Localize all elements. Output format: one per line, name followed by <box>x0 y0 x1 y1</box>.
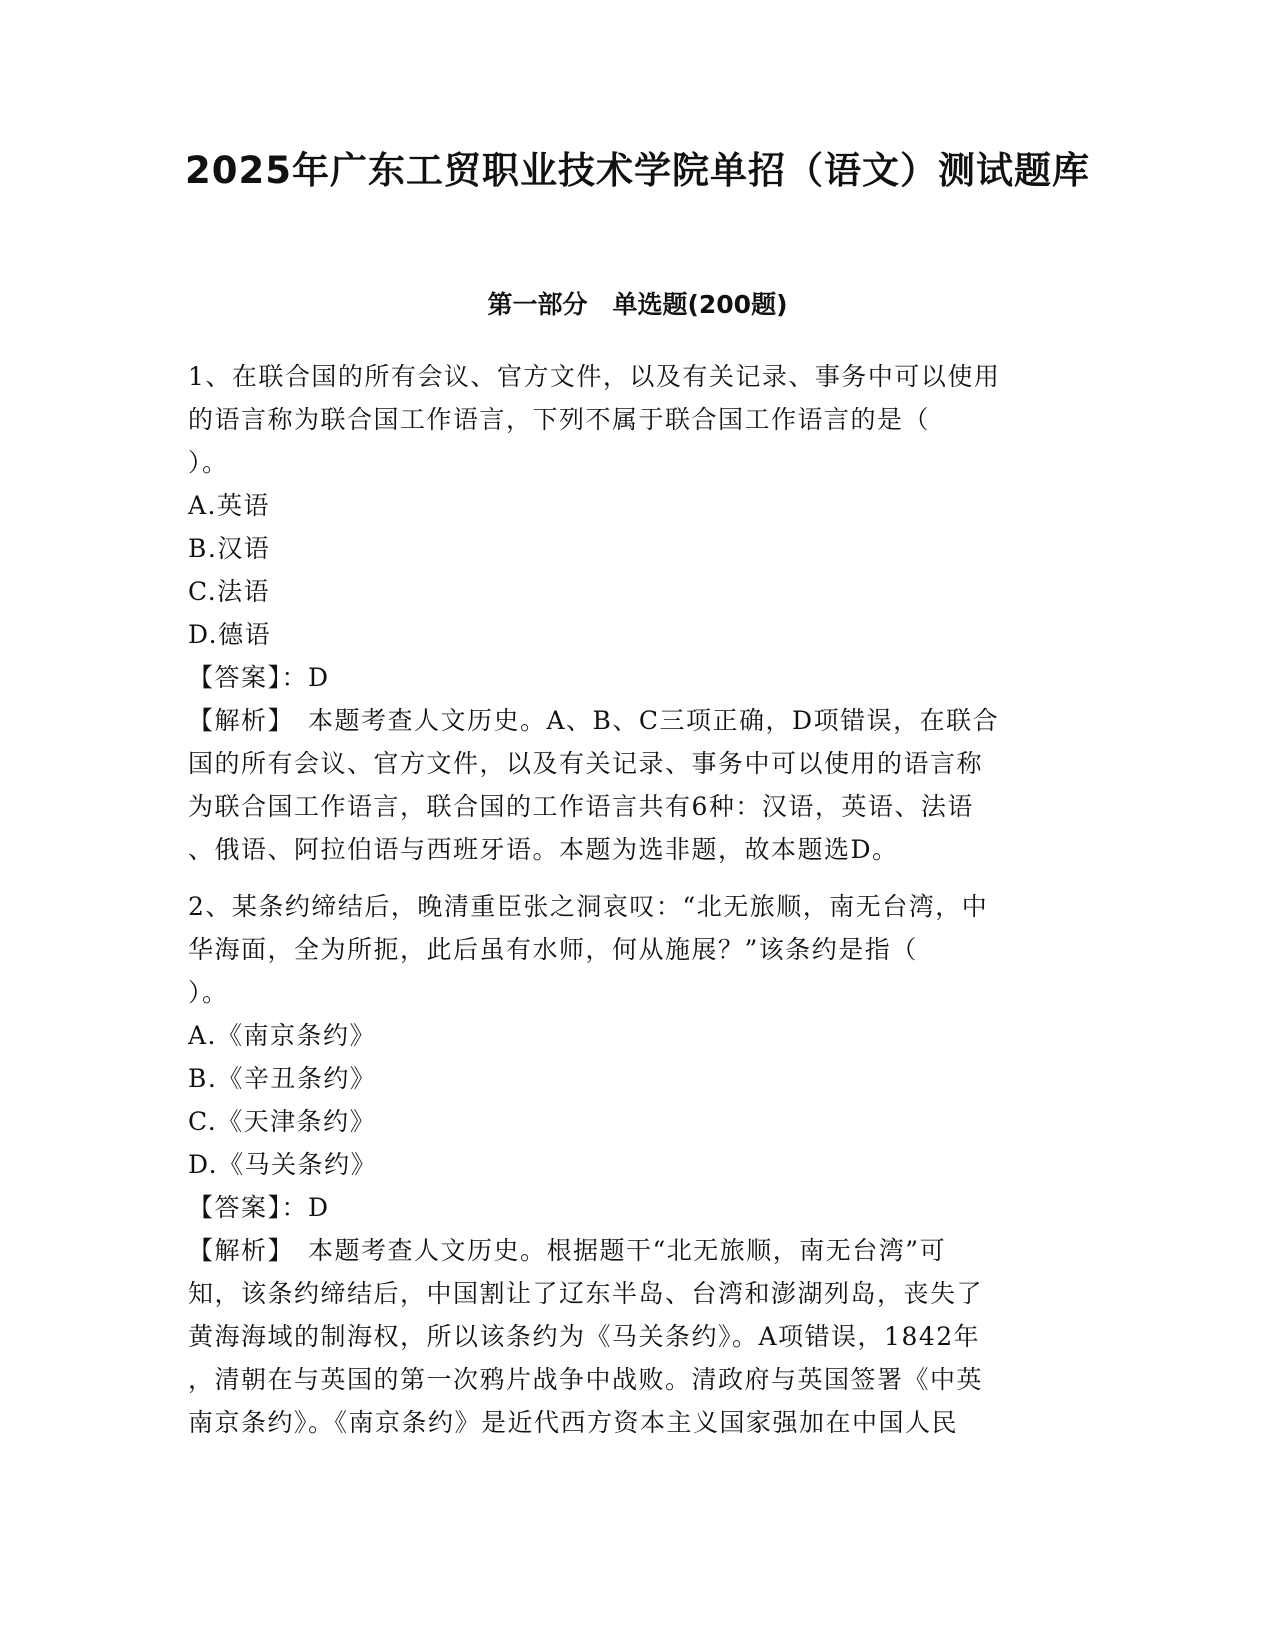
option-a: A.英语 <box>188 491 271 520</box>
question-stem-line: 的语言称为联合国工作语言，下列不属于联合国工作语言的是（ <box>188 405 931 434</box>
analysis-line: 国的所有会议、官方文件，以及有关记录、事务中可以使用的语言称 <box>188 749 984 778</box>
section-heading: 第一部分 单选题(200题) <box>487 290 788 319</box>
question-stem-line: 1、在联合国的所有会议、官方文件，以及有关记录、事务中可以使用 <box>188 362 1001 391</box>
analysis-line: 【解析】 本题考查人文历史。根据题干“北无旅顺，南无台湾”可 <box>188 1236 947 1265</box>
option-c: C.《天津条约》 <box>188 1107 377 1136</box>
analysis-line: ，清朝在与英国的第一次鸦片战争中战败。清政府与英国签署《中英 <box>188 1365 984 1394</box>
option-b: B.汉语 <box>188 534 271 563</box>
question-stem-line: ）。 <box>188 978 229 1007</box>
question-1 <box>188 355 1083 871</box>
answer-line: 【答案】：D <box>188 1193 330 1222</box>
option-b: B.《辛丑条约》 <box>188 1064 377 1093</box>
document-title: 2025年广东工贸职业技术学院单招（语文）测试题库 <box>185 149 1090 192</box>
question-2 <box>188 885 1083 1444</box>
analysis-line: 黄海海域的制海权，所以该条约为《马关条约》。A项错误，1842年 <box>188 1322 981 1351</box>
analysis-line: 为联合国工作语言，联合国的工作语言共有6种：汉语，英语、法语 <box>188 792 974 821</box>
option-c: C.法语 <box>188 577 271 606</box>
option-d: D.《马关条约》 <box>188 1150 378 1179</box>
analysis-line: 南京条约》。《南京条约》是近代西方资本主义国家强加在中国人民 <box>188 1408 959 1437</box>
question-stem-line: 2、某条约缔结后，晚清重臣张之洞哀叹：“北无旅顺，南无台湾，中 <box>188 892 989 921</box>
option-a: A.《南京条约》 <box>188 1021 377 1050</box>
question-stem-line: ）。 <box>188 448 229 477</box>
option-d: D.德语 <box>188 620 272 649</box>
answer-line: 【答案】：D <box>188 663 330 692</box>
analysis-line: 知，该条约缔结后，中国割让了辽东半岛、台湾和澎湖列岛，丧失了 <box>188 1279 984 1308</box>
analysis-line: 、俄语、阿拉伯语与西班牙语。本题为选非题，故本题选D。 <box>188 835 899 864</box>
question-stem-line: 华海面，全为所扼，此后虽有水师，何从施展？”该条约是指（ <box>188 935 918 964</box>
question-list <box>188 355 1083 1444</box>
question-spacer <box>188 871 1083 885</box>
analysis-line: 【解析】 本题考查人文历史。A、B、C三项正确，D项错误，在联合 <box>188 706 1000 735</box>
